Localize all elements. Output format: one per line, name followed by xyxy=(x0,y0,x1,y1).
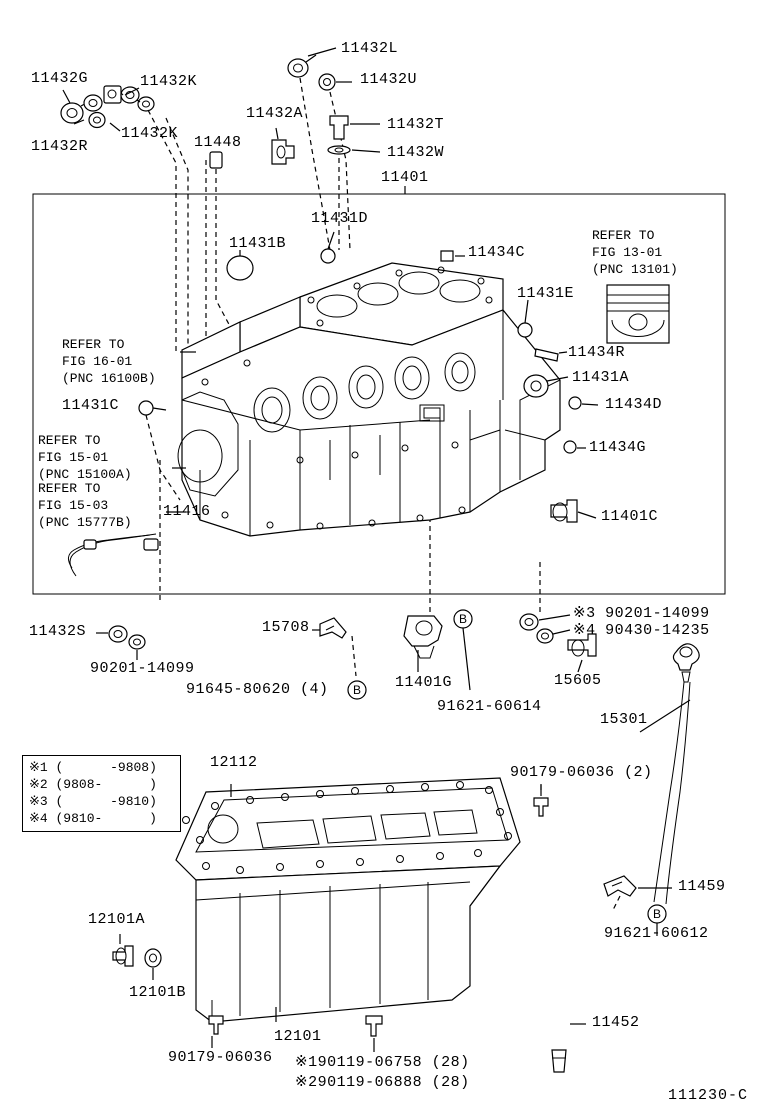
callout-11434R: 11434R xyxy=(568,344,626,361)
part-11432T xyxy=(328,116,350,154)
callout-90119-06758: ※190119-06758 (28) xyxy=(295,1054,470,1071)
callout-90179-06036: 90179-06036 xyxy=(168,1049,273,1066)
part-11432A xyxy=(272,140,294,164)
callout-11431A: 11431A xyxy=(572,369,630,386)
callout-11431B: 11431B xyxy=(229,235,287,252)
callout-12101B: 12101B xyxy=(129,984,187,1001)
callout-90201-14099-a: 90201-14099 xyxy=(90,660,195,677)
bolt-marker-91621-60614: B xyxy=(459,612,468,626)
callout-11431C: 11431C xyxy=(62,397,120,414)
ref-15-03 xyxy=(38,480,132,531)
callout-12101: 12101 xyxy=(274,1028,322,1045)
part-11432L xyxy=(288,55,335,90)
ref-16-01-line1: REFER TO xyxy=(62,337,125,352)
callout-90119-06888: ※290119-06888 (28) xyxy=(295,1074,470,1091)
bolt-marker-91645: B xyxy=(353,683,362,697)
ref-16-01-line2: FIG 16-01 xyxy=(62,354,133,369)
cylinder-block-drawing xyxy=(178,263,560,536)
bolt-marker-91621-60612: B xyxy=(653,907,662,921)
ref-15-03-line1: REFER TO xyxy=(38,481,101,496)
ref-13-01-line2: FIG 13-01 xyxy=(592,245,663,260)
callout-11432G: 11432G xyxy=(31,70,89,87)
callout-11459: 11459 xyxy=(678,878,726,895)
callout-91621-60614: 91621-60614 xyxy=(437,698,542,715)
part-15708 xyxy=(320,618,346,638)
callout-91621-60612: 91621-60612 xyxy=(604,925,709,942)
date-legend xyxy=(22,755,181,832)
part-12101A xyxy=(113,946,161,967)
part-90179-06036 xyxy=(209,1016,223,1034)
part-11401G xyxy=(404,616,442,658)
callout-11448: 11448 xyxy=(194,134,242,151)
callout-11432S: 11432S xyxy=(29,623,87,640)
callout-11434C: 11434C xyxy=(468,244,526,261)
callout-11431D: 11431D xyxy=(311,210,369,227)
ref-13-01-line1: REFER TO xyxy=(592,228,655,243)
callout-11401G: 11401G xyxy=(395,674,453,691)
ref-15-01-line1: REFER TO xyxy=(38,433,101,448)
ref-13-01 xyxy=(592,227,678,278)
legend-line-2: ※2 (9808- ) xyxy=(29,777,157,792)
ref-15-03-line3: (PNC 15777B) xyxy=(38,515,132,530)
callout-11434G: 11434G xyxy=(589,439,647,456)
callout-11432T: 11432T xyxy=(387,116,445,133)
callout-11416: 11416 xyxy=(163,503,211,520)
callout-12101A: 12101A xyxy=(88,911,146,928)
callout-15301: 15301 xyxy=(600,711,648,728)
oil-pan-drawing xyxy=(176,778,520,1022)
callout-11401: 11401 xyxy=(381,169,429,186)
callout-12112: 12112 xyxy=(210,754,258,771)
callout-15605: 15605 xyxy=(554,672,602,689)
ref-13-01-line3: (PNC 13101) xyxy=(592,262,678,277)
ref-15-01 xyxy=(38,432,132,483)
legend-line-4: ※4 (9810- ) xyxy=(29,811,157,826)
part-90119-bolt xyxy=(366,1016,382,1036)
part-11452-tube-end xyxy=(552,1050,566,1072)
callout-11431E: 11431E xyxy=(517,285,575,302)
callout-11432W: 11432W xyxy=(387,144,445,161)
callout-11432U: 11432U xyxy=(360,71,418,88)
part-90179-06036-2 xyxy=(534,798,548,816)
diagram-code: 111230-C xyxy=(667,1087,748,1104)
callout-11432K-lower: 11432K xyxy=(121,125,179,142)
callout-11432A: 11432A xyxy=(246,105,304,122)
ref-15-03-line2: FIG 15-03 xyxy=(38,498,109,513)
legend-line-3: ※3 ( -9810) xyxy=(29,794,157,809)
ref-15-01-line2: FIG 15-01 xyxy=(38,450,109,465)
ref-16-01-line3: (PNC 16100B) xyxy=(62,371,156,386)
part-11459 xyxy=(604,876,636,896)
legend-line-1: ※1 ( -9808) xyxy=(29,760,157,775)
callout-90179-06036-2: 90179-06036 (2) xyxy=(510,764,653,781)
part-piston xyxy=(607,285,669,343)
ref-15-01-line3: (PNC 15100A) xyxy=(38,467,132,482)
callout-11401C: 11401C xyxy=(601,508,659,525)
part-cluster-topleft xyxy=(61,86,154,128)
callout-11452: 11452 xyxy=(592,1014,640,1031)
callout-90430-14235: ※4 90430-14235 xyxy=(573,622,710,639)
part-11416-hose xyxy=(68,534,158,576)
callout-91645-80620: 91645-80620 (4) xyxy=(186,681,329,698)
callout-15708: 15708 xyxy=(262,619,310,636)
part-11448 xyxy=(210,152,222,168)
callout-11434D: 11434D xyxy=(605,396,663,413)
part-15301-dipstick xyxy=(654,644,699,904)
callout-11432K-upper: 11432K xyxy=(140,73,198,90)
callout-90201-14099-b: ※3 90201-14099 xyxy=(573,605,710,622)
callout-11432R: 11432R xyxy=(31,138,89,155)
ref-16-01 xyxy=(62,336,156,387)
callout-11432L: 11432L xyxy=(341,40,399,57)
part-11401C xyxy=(551,500,577,522)
